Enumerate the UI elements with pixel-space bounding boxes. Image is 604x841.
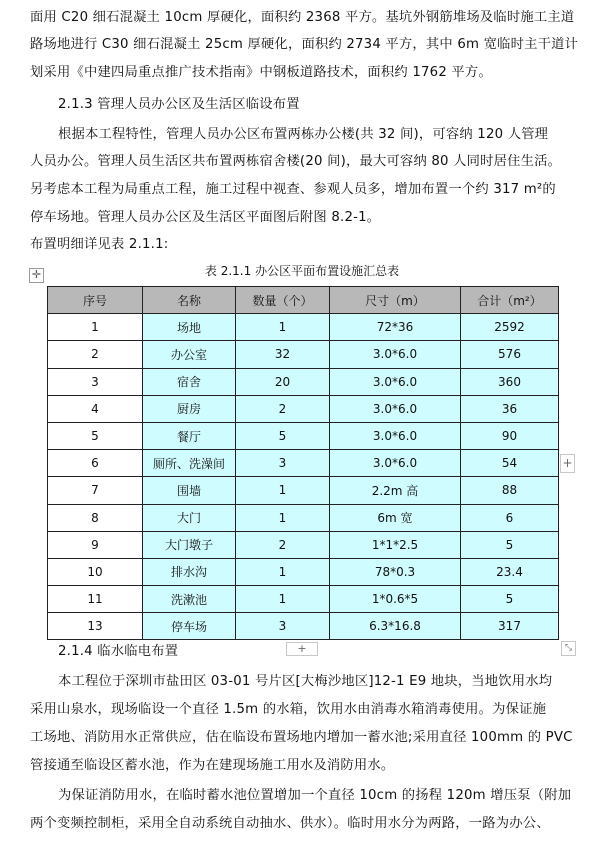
- paragraph-line: 另考虑本工程为局重点工程，施工过程中视查、参观人员多，增加布置一个约 317 m²的: [30, 182, 556, 197]
- facility-summary-table: [47, 286, 559, 640]
- table-row: [48, 477, 559, 504]
- paragraph-line: 人员办公。管理人员生活区共布置两栋宿舍楼(20 间)，最大可容纳 80 人同时居住生活。: [30, 154, 562, 169]
- cell-size: 6m 宽: [330, 504, 461, 531]
- cell-serial-no: 9: [48, 531, 143, 558]
- cell-total-area: 90: [461, 422, 559, 449]
- cell-total-area: 5: [461, 586, 559, 613]
- table-row: [48, 395, 559, 422]
- cell-size: 72*36: [330, 314, 461, 341]
- table-row: [48, 450, 559, 477]
- cell-size: 1*1*2.5: [330, 531, 461, 558]
- paragraph-line: 管接通至临设区蓄水池，作为在建现场施工用水及消防用水。: [30, 758, 395, 773]
- paragraph-line: 为保证消防用水，在临时蓄水池位置增加一个直径 10cm 的扬程 120m 增压泵（附加: [58, 788, 572, 803]
- cell-quantity: 1: [236, 314, 330, 341]
- cell-total-area: 88: [461, 477, 559, 504]
- table-row: [48, 422, 559, 449]
- cell-total-area: 54: [461, 450, 559, 477]
- cell-name: 场地: [143, 314, 236, 341]
- cell-quantity: 32: [236, 341, 330, 368]
- cell-name: 大门墩子: [143, 531, 236, 558]
- cell-serial-no: 13: [48, 613, 143, 640]
- header-total-area: 合计（m²）: [461, 287, 559, 314]
- cell-size: 78*0.3: [330, 558, 461, 585]
- paragraph-line: 两个变频控制柜，采用全自动系统自动抽水、供水）。临时用水分为两路，一路为办公、: [30, 816, 550, 831]
- table-move-handle-icon[interactable]: ✛: [29, 268, 44, 283]
- cell-name: 围墙: [143, 477, 236, 504]
- cell-total-area: 360: [461, 368, 559, 395]
- table-row: [48, 531, 559, 558]
- header-name: 名称: [143, 287, 236, 314]
- table-row: [48, 558, 559, 585]
- table-header-row: [48, 287, 559, 314]
- cell-total-area: 6: [461, 504, 559, 531]
- cell-quantity: 2: [236, 531, 330, 558]
- cell-serial-no: 5: [48, 422, 143, 449]
- paragraph-line: 本工程位于深圳市盐田区 03-01 号片区[大梅沙地区]12-1 E9 地块，当地饮用水均: [58, 674, 553, 689]
- cell-serial-no: 7: [48, 477, 143, 504]
- cell-name: 餐厅: [143, 422, 236, 449]
- table-resize-handle-icon[interactable]: ⤡: [561, 641, 576, 656]
- paragraph-line: 停车场地。管理人员办公区及生活区平面图后附图 8.2-1。: [30, 210, 381, 225]
- cell-serial-no: 4: [48, 395, 143, 422]
- cell-size: 3.0*6.0: [330, 395, 461, 422]
- cell-quantity: 1: [236, 477, 330, 504]
- paragraph-line: 工场地、消防用水正常供应，估在临设布置场地内增加一蓄水池;采用直径 100mm 的 PVC: [30, 730, 573, 745]
- cell-size: 3.0*6.0: [330, 341, 461, 368]
- cell-name: 排水沟: [143, 558, 236, 585]
- cell-quantity: 1: [236, 586, 330, 613]
- table-caption: 表 2.1.1 办公区平面布置设施汇总表: [204, 264, 400, 278]
- cell-quantity: 2: [236, 395, 330, 422]
- header-quantity: 数量（个）: [236, 287, 330, 314]
- cell-size: 3.0*6.0: [330, 422, 461, 449]
- cell-size: 6.3*16.8: [330, 613, 461, 640]
- cell-quantity: 5: [236, 422, 330, 449]
- table-row: [48, 314, 559, 341]
- paragraph-line: 根据本工程特性，管理人员办公区布置两栋办公楼(共 32 间)，可容纳 120 人管理: [58, 127, 549, 142]
- paragraph-line: 划采用《中建四局重点推广技术指南》中钢板道路技术，面积约 1762 平方。: [30, 65, 492, 80]
- add-row-button[interactable]: +: [286, 642, 318, 656]
- paragraph-line: 布置明细详见表 2.1.1:: [30, 237, 169, 252]
- cell-serial-no: 11: [48, 586, 143, 613]
- section-heading-2-1-3: 2.1.3 管理人员办公区及生活区临设布置: [58, 97, 300, 112]
- paragraph-line: 采用山泉水，现场临设一个直径 1.5m 的水箱，饮用水由消毒水箱消毒使用。为保证施: [30, 702, 547, 717]
- cell-serial-no: 10: [48, 558, 143, 585]
- cell-name: 厕所、洗澡间: [143, 450, 236, 477]
- cell-serial-no: 3: [48, 368, 143, 395]
- table-row: [48, 586, 559, 613]
- table-row: [48, 368, 559, 395]
- cell-total-area: 36: [461, 395, 559, 422]
- cell-total-area: 317: [461, 613, 559, 640]
- table-row: [48, 341, 559, 368]
- cell-quantity: 3: [236, 613, 330, 640]
- table-row: [48, 504, 559, 531]
- cell-total-area: 23.4: [461, 558, 559, 585]
- add-column-button[interactable]: +: [560, 454, 575, 473]
- cell-total-area: 5: [461, 531, 559, 558]
- cell-quantity: 1: [236, 504, 330, 531]
- header-serial-no: 序号: [48, 287, 143, 314]
- cell-quantity: 3: [236, 450, 330, 477]
- cell-name: 宿舍: [143, 368, 236, 395]
- cell-name: 办公室: [143, 341, 236, 368]
- cell-size: 3.0*6.0: [330, 368, 461, 395]
- cell-serial-no: 6: [48, 450, 143, 477]
- cell-total-area: 2592: [461, 314, 559, 341]
- cell-name: 厨房: [143, 395, 236, 422]
- section-heading-2-1-4: 2.1.4 临水临电布置: [58, 644, 179, 659]
- cell-size: 2.2m 高: [330, 477, 461, 504]
- cell-name: 大门: [143, 504, 236, 531]
- cell-quantity: 20: [236, 368, 330, 395]
- cell-serial-no: 8: [48, 504, 143, 531]
- cell-serial-no: 1: [48, 314, 143, 341]
- paragraph-line: 路场地进行 C30 细石混凝土 25cm 厚硬化，面积约 2734 平方，其中 6m 宽临时主干道计: [30, 37, 579, 52]
- cell-quantity: 1: [236, 558, 330, 585]
- cell-serial-no: 2: [48, 341, 143, 368]
- cell-total-area: 576: [461, 341, 559, 368]
- cell-name: 停车场: [143, 613, 236, 640]
- cell-size: 3.0*6.0: [330, 450, 461, 477]
- header-size: 尺寸（m）: [330, 287, 461, 314]
- paragraph-line: 面用 C20 细石混凝土 10cm 厚硬化，面积约 2368 平方。基坑外钢筋堆场及临时施工主道: [30, 10, 575, 25]
- cell-name: 洗漱池: [143, 586, 236, 613]
- table-row: [48, 613, 559, 640]
- cell-size: 1*0.6*5: [330, 586, 461, 613]
